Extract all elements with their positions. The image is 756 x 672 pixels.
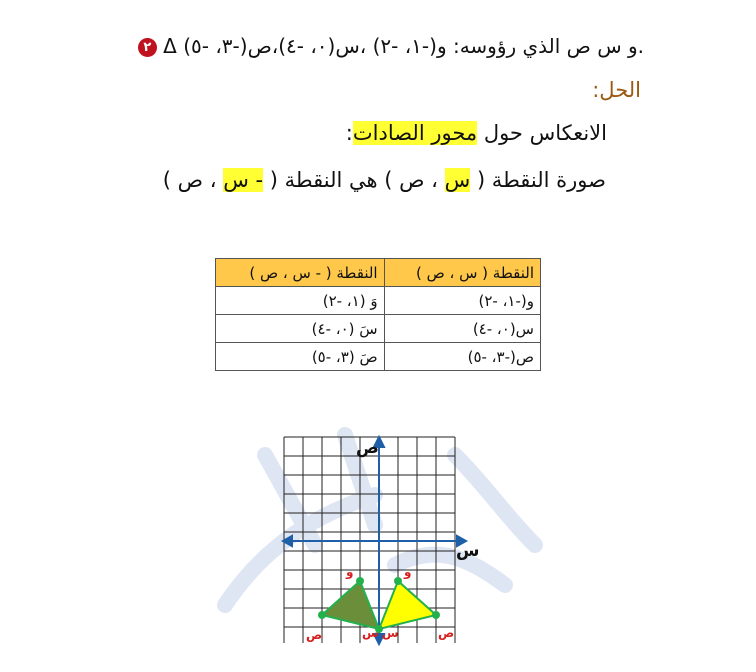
vertex-p	[318, 611, 326, 619]
label-w: و	[346, 565, 354, 579]
table-cell: س(٠، -٤)	[384, 315, 540, 343]
label-p-prime: ص	[438, 626, 455, 640]
table-cell: صَ (٣، -٥)	[216, 343, 385, 371]
table-cell: وَ (١، -٢)	[216, 287, 385, 315]
y-axis-label: ص	[356, 438, 379, 458]
label-s: س	[362, 626, 379, 640]
points-table	[215, 258, 541, 371]
question-line	[132, 34, 644, 58]
table-header-image: النقطة ( - س ، ص )	[216, 259, 385, 287]
table-cell: و(-١، -٢)	[384, 287, 540, 315]
vertex-w	[356, 577, 364, 585]
table-cell: ص(-٣، -٥)	[384, 343, 540, 371]
rule-negx-highlight: - س	[223, 168, 264, 192]
vertex-p-prime	[432, 611, 440, 619]
vertex-w-prime	[394, 577, 402, 585]
table-row	[216, 343, 541, 371]
label-w-prime: و	[404, 565, 412, 579]
x-axis-label: س	[456, 541, 480, 561]
label-s-prime: س	[382, 626, 399, 640]
table-header-row	[216, 259, 541, 287]
rule-x-highlight: س	[444, 168, 471, 192]
table-header-original: النقطة ( س ، ص )	[384, 259, 540, 287]
table-row	[216, 315, 541, 343]
reflection-line	[346, 121, 607, 145]
label-p: ص	[306, 628, 323, 642]
solution-label: الحل:	[592, 78, 641, 102]
image-triangle	[379, 581, 436, 629]
table-cell: سَ (٠، -٤)	[216, 315, 385, 343]
reflection-suffix: :	[345, 121, 353, 145]
image-rule-line	[163, 168, 606, 192]
question-number-badge: ٢	[138, 38, 157, 57]
reflection-prefix: الانعكاس حول	[477, 121, 607, 145]
rule-part3: ، ص )	[162, 168, 224, 192]
reflection-axis-highlight: محور الصادات	[352, 121, 478, 145]
rule-part2: ، ص ) هي النقطة (	[263, 168, 445, 192]
question-text: Δ و س ص الذي رؤوسه: و(-١، -٢) ،س(٠، -٤)،ص(-٣، -٥).	[163, 34, 644, 58]
table-row	[216, 287, 541, 315]
rule-part1: صورة النقطة (	[470, 168, 606, 192]
coordinate-graph	[270, 425, 485, 655]
original-triangle	[322, 581, 379, 629]
